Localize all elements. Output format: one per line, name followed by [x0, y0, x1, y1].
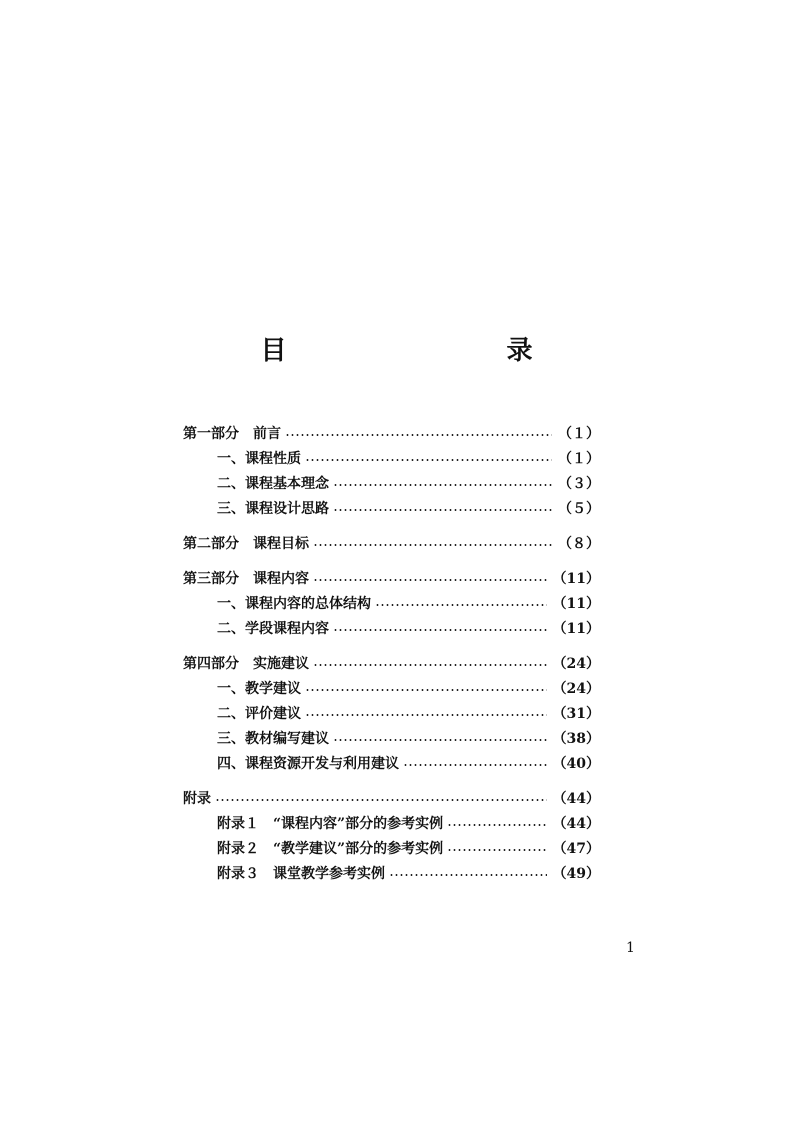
toc-entry-page: （40）	[552, 755, 600, 772]
toc-entry[interactable]	[217, 860, 600, 885]
toc-entry-page: （５）	[558, 500, 600, 517]
toc-leader-dots	[313, 664, 547, 666]
toc-leader-dots	[305, 459, 552, 461]
toc-leader-dots	[305, 714, 547, 716]
toc-entry[interactable]	[183, 420, 600, 445]
toc-entry[interactable]	[217, 445, 600, 470]
page-number: 1	[626, 940, 635, 956]
toc-entry-label: 三、教材编写建议	[217, 730, 329, 747]
toc-leader-dots	[215, 799, 547, 801]
toc-entry-label: 附录３ 课堂教学参考实例	[217, 865, 385, 882]
toc-entry[interactable]	[217, 810, 600, 835]
toc-leader-dots	[333, 739, 547, 741]
toc-leader-dots	[447, 849, 546, 851]
toc-entry-label: 第四部分 实施建议	[183, 655, 309, 672]
toc-entry-page: （３）	[558, 475, 600, 492]
toc-entry[interactable]	[217, 835, 600, 860]
toc-entry-label: 附录１ “课程内容”部分的参考实例	[217, 815, 444, 832]
toc-entry-page: （１）	[558, 450, 600, 467]
toc-entry[interactable]	[217, 700, 600, 725]
toc-leader-dots	[333, 509, 552, 511]
toc-entry-label: 附录２ “教学建议”部分的参考实例	[217, 840, 444, 857]
toc-leader-dots	[403, 764, 547, 766]
toc-entry-label: 第三部分 课程内容	[183, 570, 309, 587]
toc-leader-dots	[333, 629, 547, 631]
toc-leader-dots	[285, 434, 552, 436]
toc-leader-dots	[313, 544, 552, 546]
toc-entry-label: 一、教学建议	[217, 680, 301, 697]
toc-entry-page: （11）	[552, 570, 600, 587]
toc-entry[interactable]	[217, 470, 600, 495]
toc-entry-page: （44）	[552, 790, 600, 807]
toc-entry[interactable]	[183, 565, 600, 590]
toc-leader-dots	[313, 579, 547, 581]
toc-entry-label: 二、课程基本理念	[217, 475, 329, 492]
toc-entry-page: （47）	[552, 840, 600, 857]
toc-entry-page: （24）	[552, 680, 600, 697]
toc-entry[interactable]	[217, 590, 600, 615]
toc-entry-page: （31）	[552, 705, 600, 722]
toc-entry-label: 第二部分 课程目标	[183, 535, 309, 552]
toc-entry-label: 一、课程内容的总体结构	[217, 595, 371, 612]
toc-entry-page: （44）	[552, 815, 600, 832]
toc-entry-label: 第一部分 前言	[183, 425, 281, 442]
toc-entry[interactable]	[217, 615, 600, 640]
toc-entry-page: （１）	[558, 425, 600, 442]
toc-entry-page: （11）	[552, 595, 600, 612]
toc-entry[interactable]	[217, 675, 600, 700]
toc-entry-label: 二、学段课程内容	[217, 620, 329, 637]
toc-leader-dots	[305, 689, 547, 691]
toc-leader-dots	[389, 874, 547, 876]
toc-entry[interactable]	[217, 495, 600, 520]
toc-entry-label: 三、课程设计思路	[217, 500, 329, 517]
toc-entry-label: 二、评价建议	[217, 705, 301, 722]
toc-leader-dots	[333, 484, 552, 486]
toc-entry[interactable]	[217, 750, 600, 775]
toc-entry[interactable]	[183, 530, 600, 555]
toc-leader-dots	[447, 824, 546, 826]
toc-entry-page: （８）	[558, 535, 600, 552]
toc-entry[interactable]	[183, 785, 600, 810]
toc-entry-page: （24）	[552, 655, 600, 672]
toc-entry-label: 附录	[183, 790, 211, 807]
toc-entry-page: （49）	[552, 865, 600, 882]
toc-leader-dots	[375, 604, 547, 606]
toc-entry[interactable]	[183, 650, 600, 675]
toc-entry-label: 四、课程资源开发与利用建议	[217, 755, 399, 772]
toc-entry[interactable]	[217, 725, 600, 750]
toc-entry-page: （38）	[552, 730, 600, 747]
toc-entry-label: 一、课程性质	[217, 450, 301, 467]
toc-entry-page: （11）	[552, 620, 600, 637]
page-title: 目 录	[260, 336, 589, 366]
